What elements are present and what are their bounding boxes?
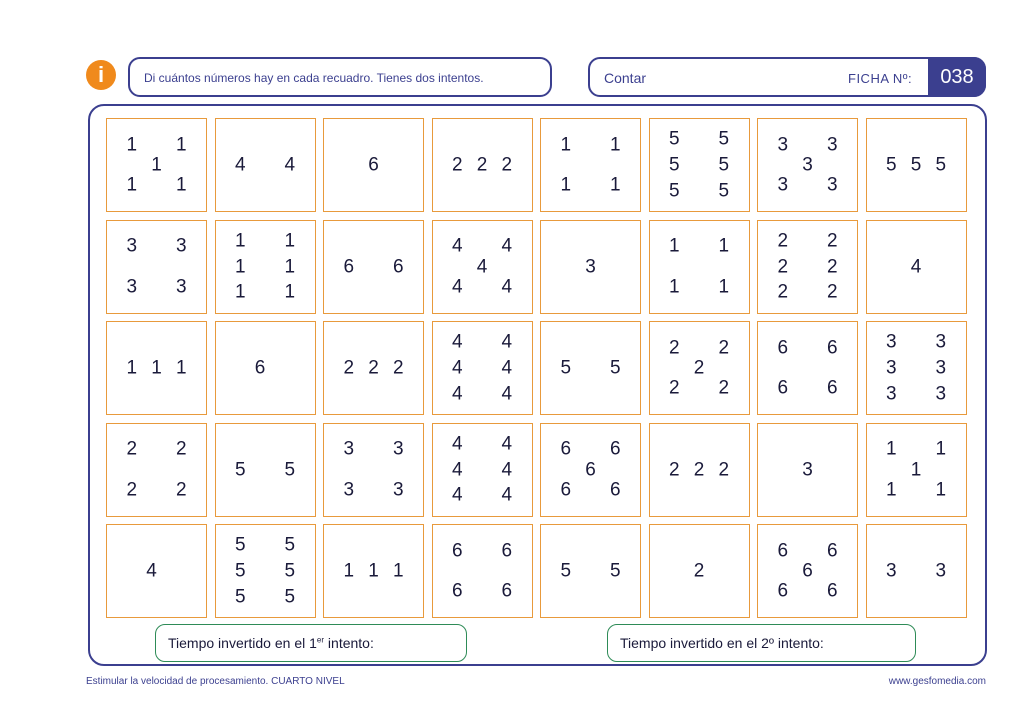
grid-number: 3	[343, 438, 355, 460]
grid-number: 5	[718, 128, 730, 150]
grid-number: 4	[501, 433, 513, 455]
grid-cell	[106, 220, 207, 314]
grid-number: 5	[609, 357, 621, 379]
grid-number: 4	[234, 154, 246, 176]
grid-number: 2	[718, 377, 730, 399]
grid-number: 1	[234, 230, 246, 252]
grid-cell	[106, 423, 207, 517]
grid-number: 2	[777, 281, 789, 303]
grid-number: 6	[368, 154, 379, 176]
grid-number: 1	[560, 134, 572, 156]
grid-number: 2	[451, 154, 463, 176]
grid-cell	[323, 423, 424, 517]
time-second-attempt-field[interactable]	[607, 624, 916, 662]
grid-number: 6	[609, 438, 621, 460]
grid-cell	[866, 423, 967, 517]
grid-number: 1	[175, 357, 187, 379]
grid-cell	[215, 118, 316, 212]
grid-cell	[866, 220, 967, 314]
grid-number: 4	[910, 256, 922, 277]
grid-number: 1	[126, 174, 138, 196]
grid-number: 2	[476, 154, 488, 176]
grid-number: 4	[451, 357, 463, 379]
grid-number: 2	[175, 438, 187, 460]
grid-number: 3	[935, 560, 947, 582]
instruction-text: Di cuántos números hay en cada recuadro. Tienes dos intentos.	[144, 71, 484, 85]
grid-number: 5	[935, 154, 947, 176]
grid-cell	[866, 524, 967, 618]
grid-number: 3	[175, 235, 187, 257]
grid-cell	[757, 220, 858, 314]
grid-cell	[432, 524, 533, 618]
grid-cell	[540, 220, 641, 314]
grid-cell	[649, 321, 750, 415]
ficha-number: 038	[928, 57, 986, 97]
grid-number: 4	[501, 357, 513, 379]
grid-number: 6	[254, 357, 266, 379]
grid-number: 1	[284, 256, 296, 277]
grid-number: 6	[392, 256, 404, 277]
grid-number: 5	[668, 180, 680, 202]
grid-number: 1	[718, 276, 730, 298]
grid-cell	[649, 220, 750, 314]
grid-number: 5	[718, 180, 730, 202]
grid-number: 2	[126, 479, 138, 501]
grid-number: 4	[451, 459, 463, 480]
grid-number: 1	[151, 154, 162, 176]
grid-cell	[432, 423, 533, 517]
grid-number: 3	[826, 174, 838, 196]
grid-cell	[215, 220, 316, 314]
grid-number: 6	[343, 256, 355, 277]
grid-number: 6	[802, 560, 813, 582]
grid-number: 2	[668, 377, 680, 399]
grid-number: 3	[175, 276, 187, 298]
grid-number: 1	[151, 357, 162, 379]
grid-cell	[757, 423, 858, 517]
grid-cell	[215, 524, 316, 618]
grid-number: 6	[777, 337, 789, 359]
grid-number: 1	[910, 459, 922, 480]
grid-number: 1	[392, 560, 404, 582]
grid-number: 5	[284, 459, 296, 480]
grid-number: 5	[560, 560, 572, 582]
time-first-attempt-field[interactable]	[155, 624, 467, 662]
grid-number: 6	[451, 540, 463, 562]
grid-number: 5	[234, 586, 246, 608]
grid-number: 5	[284, 560, 296, 582]
grid-number: 1	[885, 479, 897, 501]
grid-number: 1	[935, 438, 947, 460]
grid-number: 6	[585, 459, 596, 480]
grid-number: 6	[826, 540, 838, 562]
grid-cell	[649, 118, 750, 212]
grid-cell	[540, 524, 641, 618]
grid-number: 1	[234, 256, 246, 277]
grid-number: 4	[501, 383, 513, 405]
contar-label: Contar	[604, 70, 647, 86]
grid-cell	[106, 524, 207, 618]
grid-number: 3	[777, 174, 789, 196]
footer-title: Estimular la velocidad de procesamiento. CUARTO NIVEL	[86, 676, 345, 687]
grid-number: 1	[609, 134, 621, 156]
grid-cell	[106, 321, 207, 415]
grid-number: 2	[777, 256, 789, 277]
grid-number: 2	[693, 560, 705, 582]
grid-number: 1	[368, 560, 379, 582]
grid-number: 3	[777, 134, 789, 156]
grid-number: 2	[718, 337, 730, 359]
grid-number: 5	[234, 560, 246, 582]
grid-number: 2	[343, 357, 355, 379]
grid-cell	[323, 220, 424, 314]
grid-number: 1	[126, 357, 138, 379]
grid-number: 2	[826, 256, 838, 277]
grid-number: 3	[935, 357, 947, 379]
ficha-label: FICHA Nº:	[848, 71, 913, 86]
footer-website: www.gesfomedia.com	[888, 676, 986, 687]
grid-number: 2	[718, 459, 730, 480]
grid-number: 5	[718, 154, 730, 176]
grid-cell	[757, 524, 858, 618]
grid-number: 5	[910, 154, 922, 176]
grid-number: 1	[234, 281, 246, 303]
grid-number: 2	[668, 337, 680, 359]
instruction-box	[128, 57, 552, 97]
grid-cell	[323, 321, 424, 415]
grid-number: 3	[885, 331, 897, 353]
grid-number: 1	[284, 281, 296, 303]
grid-cell	[215, 321, 316, 415]
grid-number: 1	[343, 560, 355, 582]
grid-number: 6	[826, 580, 838, 602]
grid-number: 5	[609, 560, 621, 582]
grid-number: 6	[501, 540, 513, 562]
grid-cell	[540, 118, 641, 212]
grid-cell	[757, 321, 858, 415]
grid-number: 2	[826, 230, 838, 252]
grid-number: 2	[175, 479, 187, 501]
grid-number: 5	[234, 534, 246, 556]
grid-cell	[757, 118, 858, 212]
grid-cell	[323, 118, 424, 212]
grid-cell	[432, 220, 533, 314]
grid-number: 4	[501, 484, 513, 506]
grid-number: 3	[885, 560, 897, 582]
grid-number: 1	[668, 276, 680, 298]
grid-number: 2	[126, 438, 138, 460]
grid-number: 1	[885, 438, 897, 460]
grid-number: 6	[777, 377, 789, 399]
grid-number: 2	[501, 154, 513, 176]
grid-number: 3	[343, 479, 355, 501]
grid-number: 5	[668, 154, 680, 176]
grid-number: 4	[501, 459, 513, 480]
grid-number: 1	[609, 174, 621, 196]
grid-number: 4	[451, 331, 463, 353]
grid-number: 6	[826, 337, 838, 359]
grid-cell	[649, 423, 750, 517]
grid-number: 1	[175, 174, 187, 196]
grid-number: 4	[501, 235, 513, 257]
grid-number: 5	[668, 128, 680, 150]
grid-number: 4	[501, 331, 513, 353]
time-first-attempt-label: Tiempo invertido en el 1er intento:	[168, 635, 374, 651]
grid-number: 6	[560, 479, 572, 501]
grid-number: 1	[560, 174, 572, 196]
grid-number: 4	[451, 383, 463, 405]
grid-number: 2	[368, 357, 379, 379]
grid-number: 1	[284, 230, 296, 252]
grid-number: 3	[126, 235, 138, 257]
grid-number: 5	[885, 154, 897, 176]
grid-number: 3	[802, 154, 813, 176]
grid-number: 1	[668, 235, 680, 257]
grid-number: 3	[392, 479, 404, 501]
grid-number: 2	[392, 357, 404, 379]
grid-cell	[106, 118, 207, 212]
grid-number: 6	[451, 580, 463, 602]
grid-number: 3	[885, 357, 897, 379]
grid-number: 2	[693, 459, 705, 480]
grid-cell	[432, 118, 533, 212]
grid-number: 3	[935, 331, 947, 353]
grid-number: 2	[826, 281, 838, 303]
grid-number: 1	[175, 134, 187, 156]
grid-number: 4	[501, 276, 513, 298]
grid-number: 5	[234, 459, 246, 480]
grid-number: 4	[284, 154, 296, 176]
grid-number: 6	[777, 580, 789, 602]
grid-number: 3	[935, 383, 947, 405]
grid-number: 2	[777, 230, 789, 252]
grid-number: 6	[826, 377, 838, 399]
grid-number: 3	[885, 383, 897, 405]
number-grid	[106, 118, 968, 618]
grid-number: 3	[585, 256, 596, 277]
grid-number: 5	[560, 357, 572, 379]
grid-number: 4	[451, 276, 463, 298]
grid-number: 5	[284, 586, 296, 608]
info-icon: i	[86, 60, 116, 90]
grid-cell	[540, 321, 641, 415]
grid-number: 1	[935, 479, 947, 501]
grid-number: 3	[826, 134, 838, 156]
grid-cell	[215, 423, 316, 517]
grid-number: 6	[609, 479, 621, 501]
grid-number: 1	[126, 134, 138, 156]
grid-number: 4	[451, 235, 463, 257]
grid-cell	[323, 524, 424, 618]
grid-number: 5	[284, 534, 296, 556]
grid-number: 3	[126, 276, 138, 298]
grid-number: 4	[476, 256, 488, 277]
grid-number: 2	[668, 459, 680, 480]
grid-cell	[866, 321, 967, 415]
grid-number: 4	[451, 484, 463, 506]
grid-number: 6	[560, 438, 572, 460]
contar-box[interactable]	[588, 57, 986, 97]
grid-number: 4	[451, 433, 463, 455]
grid-number: 6	[501, 580, 513, 602]
grid-number: 4	[146, 560, 157, 582]
grid-number: 1	[718, 235, 730, 257]
grid-cell	[540, 423, 641, 517]
time-second-attempt-label: Tiempo invertido en el 2º intento:	[620, 635, 824, 651]
grid-number: 3	[392, 438, 404, 460]
grid-cell	[432, 321, 533, 415]
grid-number: 3	[802, 459, 813, 480]
grid-cell	[866, 118, 967, 212]
grid-number: 6	[777, 540, 789, 562]
grid-cell	[649, 524, 750, 618]
grid-number: 2	[693, 357, 705, 379]
